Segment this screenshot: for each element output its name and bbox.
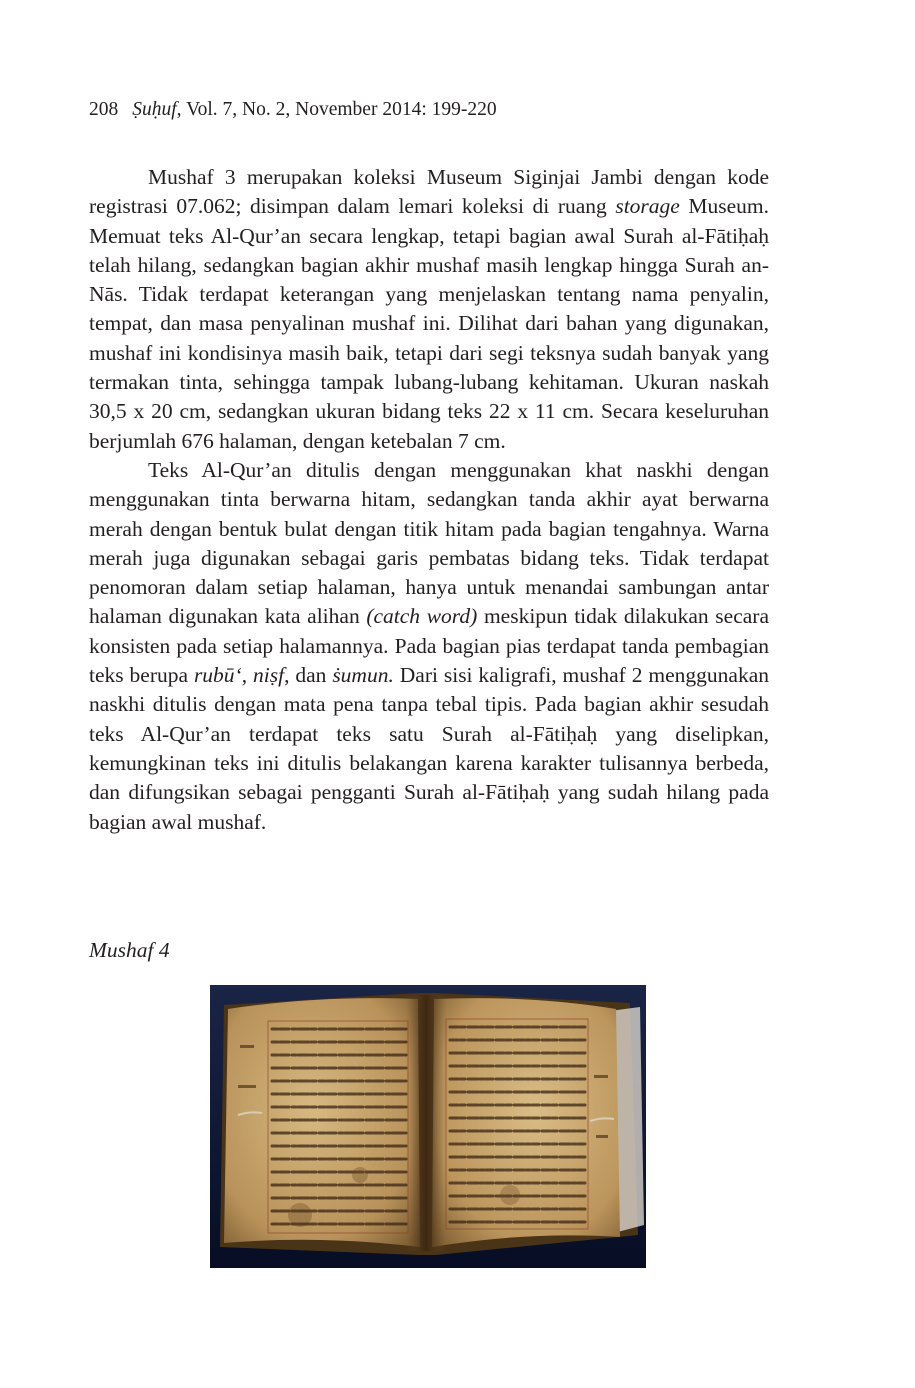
p1-text-b: Museum. Memuat teks Al-Qur’an secara lengkap, tetapi bagian awal Surah al-Fātiḥaḥ telah hilang, sedangkan bagian akhir mushaf masih lengkap hingga Surah an-Nās. Tidak terdapat keterangan yang menjelaskan tentang nama penyalin, tempat, dan masa penyalinan mushaf ini. Dilihat dari bahan yang digunakan, mushaf ini kondisinya masih baik, tetapi dari segi teksnya sudah banyak yang termakan tinta, sehingga tampak lubang-lubang kehitaman. Ukuran naskah 30,5 x 20 cm, sedangkan ukuran bidang teks 22 x 11 cm. Secara keseluruhan berjumlah 676 halaman, dengan ketebalan 7 cm. <box>89 194 769 453</box>
journal-title: Ṣuḥuf <box>132 99 177 120</box>
p2-text-a: Teks Al-Qur’an ditulis dengan menggunakan khat naskhi dengan menggunakan tinta berwarna hitam, sedangkan tanda akhir ayat berwarna merah dengan bentuk bulat dengan titik hitam pada bagian tengahnya. Warna merah juga digunakan sebagai garis pembatas bidang teks. Tidak terdapat penomoran dalam setiap halaman, hanya untuk menandai sambungan antar halaman digunakan kata alihan <box>89 457 769 629</box>
p1-italic-storage: storage <box>615 194 680 219</box>
p1-text-a: Mushaf 3 merupakan koleksi Museum Siginjai Jambi dengan kode registrasi 07.062; disimpan dalam lemari koleksi di ruang <box>89 165 769 219</box>
p2-text-b: meskipun tidak dilakukan secara konsisten pada setiap halamannya. Pada bagian pias terdapat tanda pembagian teks berupa <box>89 604 769 688</box>
p2-italic-sumun: ṡumun. <box>332 663 394 688</box>
journal-citation: , Vol. 7, No. 2, November 2014: 199-220 <box>176 99 497 120</box>
p2-italic-rubu: rubū‘ <box>193 663 242 688</box>
paragraph-mushaf-3-script <box>89 456 769 837</box>
open-manuscript-image <box>210 985 646 1268</box>
p2-text-c: , <box>241 663 253 688</box>
page-number: 208 <box>89 99 119 120</box>
body-text <box>89 163 769 837</box>
p2-italic-nisf: niṣf <box>253 663 285 688</box>
p2-text-d: , dan <box>284 663 333 688</box>
p2-text-e: Dari sisi kaligrafi, mushaf 2 menggunakan naskhi ditulis dengan mata pena tanpa tebal tipis. Pada bagian akhir sesudah teks Al-Qur’an terdapat teks satu Surah al-Fātiḥaḥ yang diselipkan, kemungkinan teks ini ditulis belakangan karena karakter tulisannya berbeda, dan difungsikan sebagai pengganti Surah al-Fātiḥaḥ yang sudah hilang pada bagian awal mushaf. <box>89 663 769 834</box>
paragraph-mushaf-3-description <box>89 163 769 456</box>
p2-italic-catchword: (catch word) <box>366 604 478 629</box>
section-heading-mushaf-4: Mushaf 4 <box>89 938 170 962</box>
running-header <box>89 97 497 123</box>
mushaf-4-photo <box>210 985 646 1268</box>
